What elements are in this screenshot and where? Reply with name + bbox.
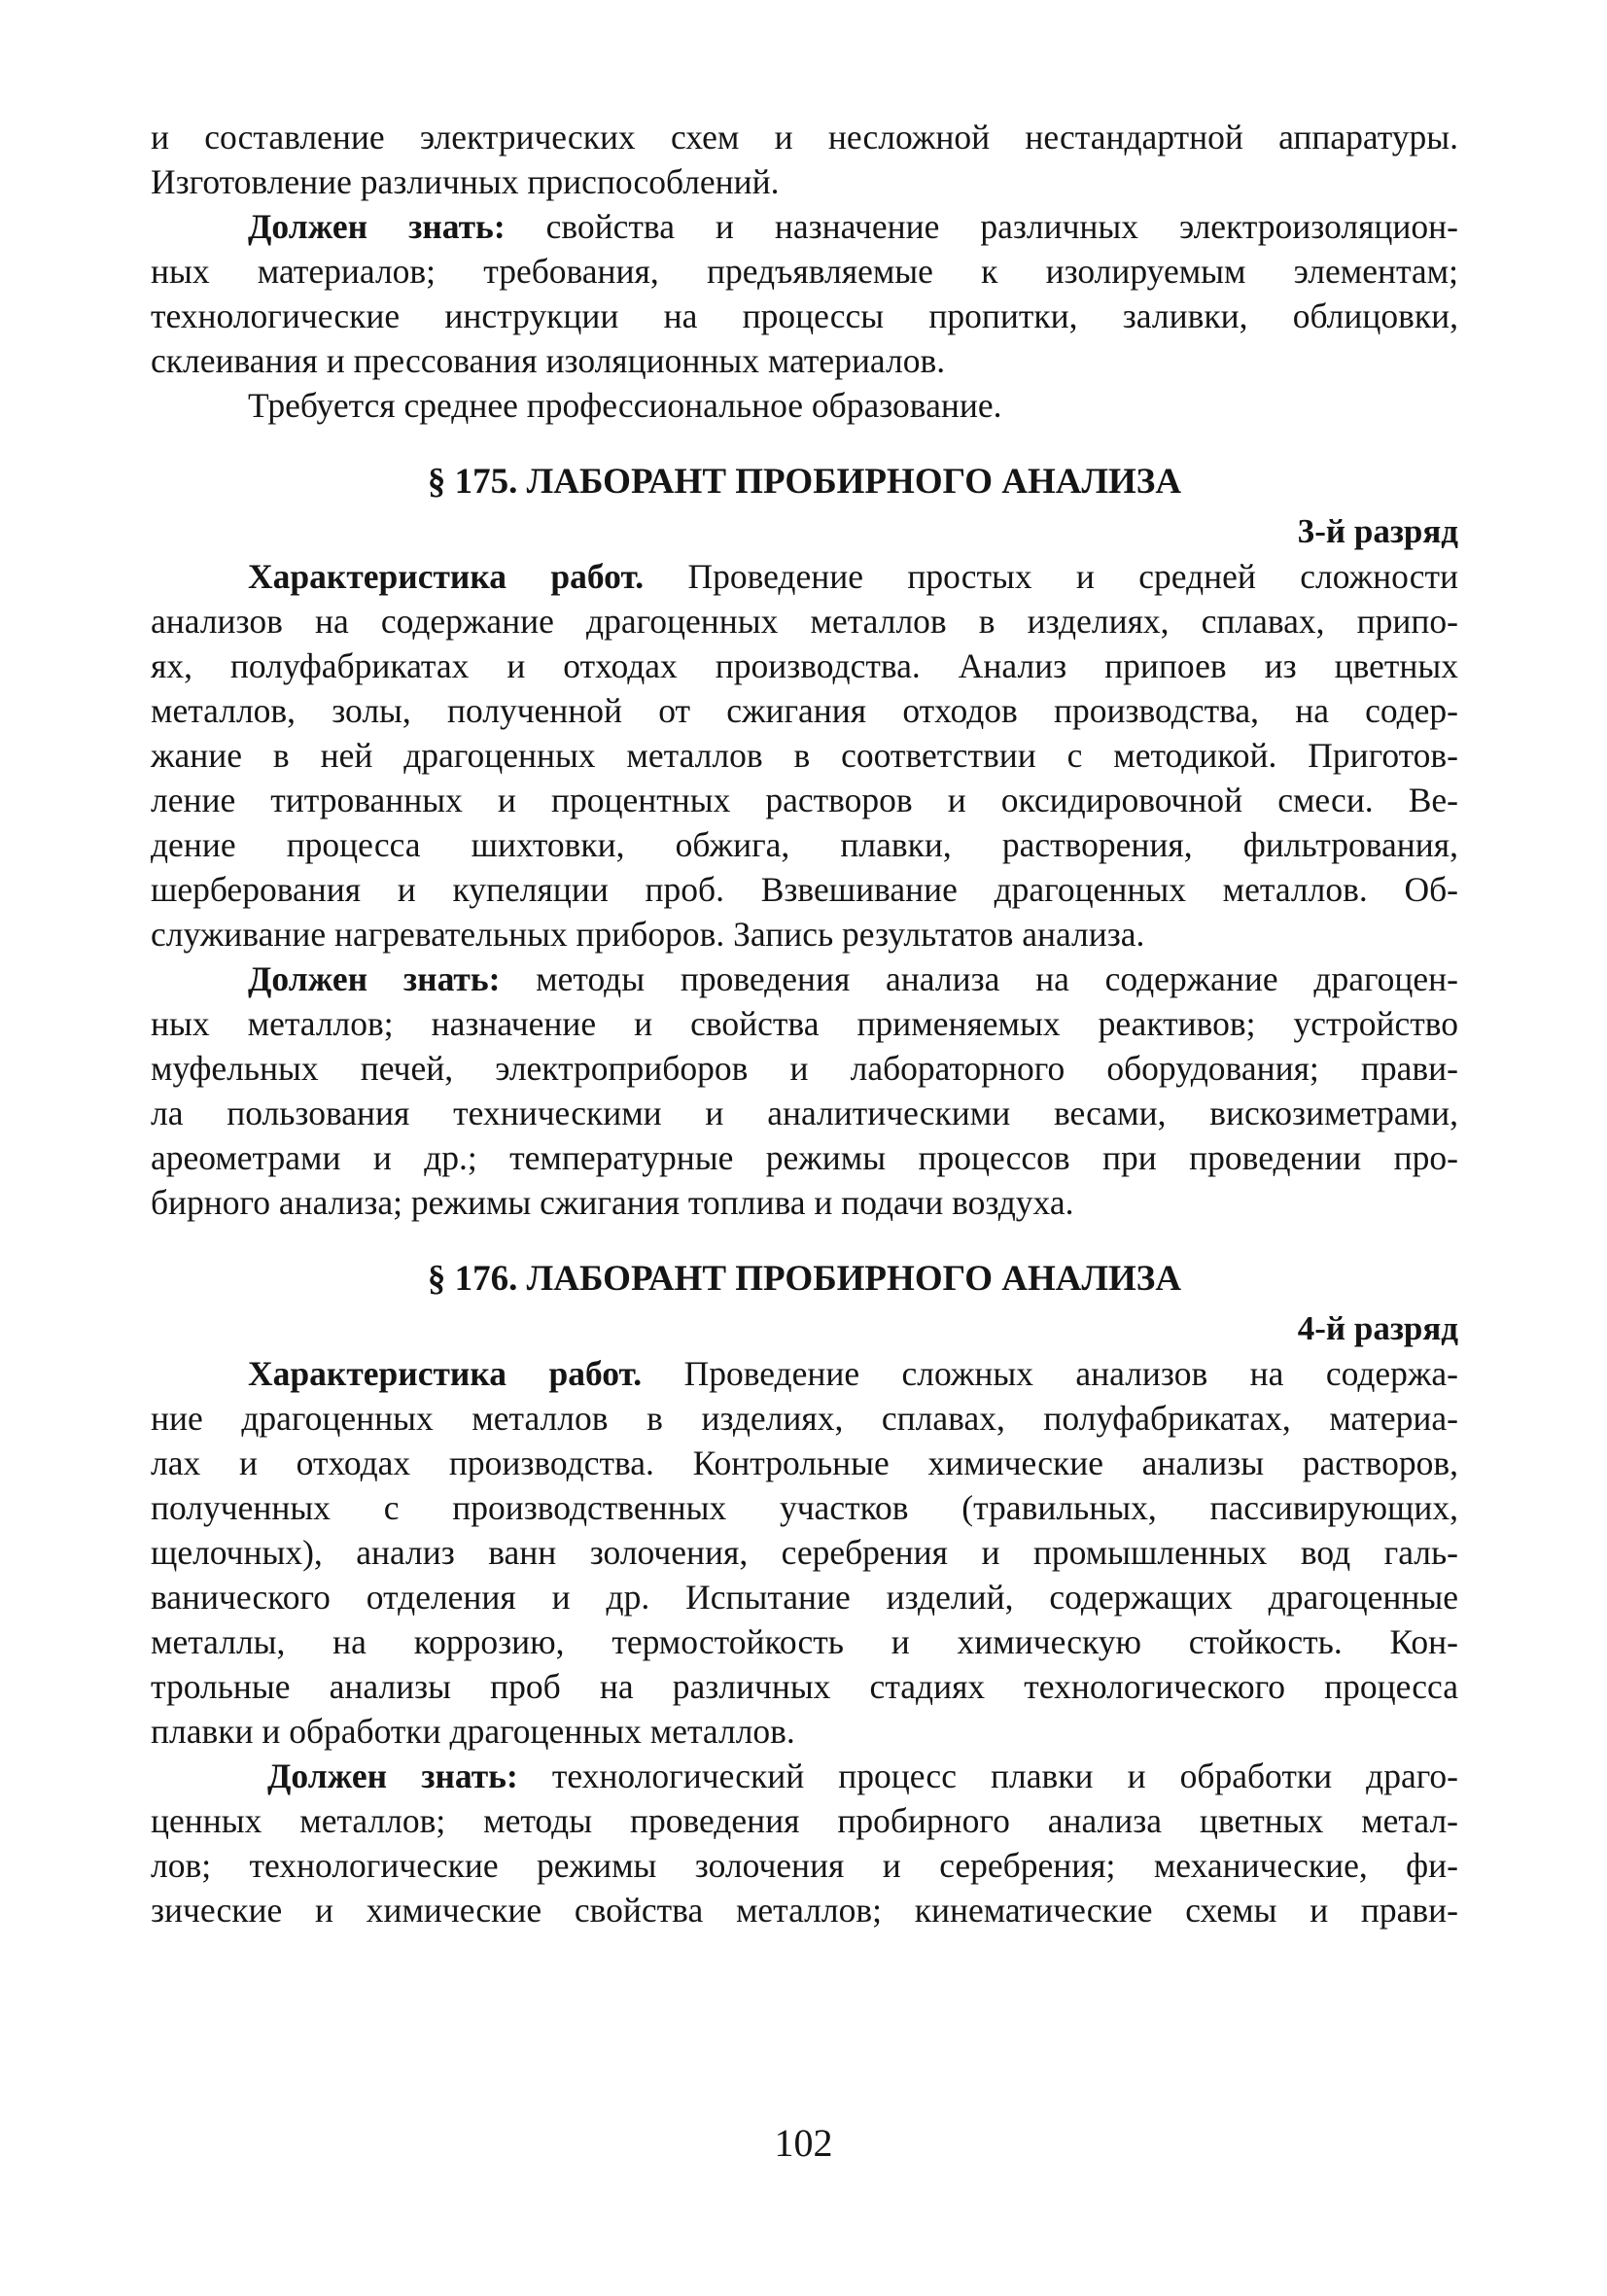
body-line: лов; технологические режимы золочения и серебрения; механические, фи- [151, 1846, 1458, 1885]
body-line: ях, полуфабрикатах и отходах производства. Анализ припоев из цветных [151, 646, 1458, 685]
body-line: жание в ней драгоценных металлов в соответствии с методикой. Приготов- [151, 736, 1458, 775]
body-line: склеивания и прессования изоляционных материалов. [151, 341, 946, 380]
body-text: Проведение сложных анализов на содержа- [642, 1354, 1458, 1393]
body-text: Проведение простых и средней сложности [644, 557, 1458, 596]
body-line: полученных с производственных участков (травильных, пассивирующих, [151, 1488, 1458, 1527]
body-line: бирного анализа; режимы сжигания топлива и подачи воздуха. [151, 1183, 1074, 1222]
body-line: муфельных печей, электроприборов и лабораторного оборудования; прави- [151, 1049, 1458, 1088]
body-line: анализов на содержание драгоценных металлов в изделиях, сплавах, припо- [151, 602, 1458, 641]
section-heading: § 176. ЛАБОРАНТ ПРОБИРНОГО АНАЛИЗА [427, 1259, 1182, 1299]
paragraph-must-know [151, 957, 1458, 1001]
section-heading: § 175. ЛАБОРАНТ ПРОБИРНОГО АНАЛИЗА [427, 462, 1182, 502]
must-know-label: Должен знать: [248, 959, 501, 998]
body-line: ценных металлов; методы проведения пробирного анализа цветных метал- [151, 1801, 1458, 1840]
body-line: плавки и обработки драгоценных металлов. [151, 1712, 795, 1751]
page-body [151, 115, 1458, 1932]
body-line: ареометрами и др.; температурные режимы процессов при проведении про- [151, 1138, 1458, 1177]
body-line: щелочных), анализ ванн золочения, серебрения и промышленных вод галь- [151, 1533, 1458, 1572]
page-number: 102 [774, 2121, 833, 2165]
grade-label: 3-й разряд [1297, 512, 1458, 550]
body-line: ванического отделения и др. Испытание изделий, содержащих драгоценные [151, 1578, 1458, 1617]
body-line: Изготовление различных приспособлений. [151, 162, 780, 201]
body-line: ление титрованных и процентных растворов и оксидировочной смеси. Ве- [151, 781, 1458, 819]
work-label: Характеристика работ. [248, 1354, 643, 1393]
body-line: металлов, золы, полученной от сжигания отходов производства, на содер- [151, 691, 1458, 730]
body-text: методы проведения анализа на содержание драгоцен- [500, 959, 1458, 998]
education-requirement: Требуется среднее профессиональное образование. [248, 386, 1002, 425]
body-line: ла пользования техническими и аналитическими весами, вискозиметрами, [151, 1094, 1458, 1132]
body-line: дение процесса шихтовки, обжига, плавки, растворения, фильтрования, [151, 825, 1458, 864]
paragraph-work [151, 554, 1458, 599]
work-label: Характеристика работ. [248, 557, 645, 596]
body-line: ных материалов; требования, предъявляемые к изолируемым элементам; [151, 252, 1458, 291]
grade-label: 4-й разряд [1297, 1309, 1458, 1347]
paragraph-work [151, 1351, 1458, 1396]
body-line: трольные анализы проб на различных стадиях технологического процесса [151, 1667, 1458, 1706]
body-line: шерберования и купеляции проб. Взвешивание драгоценных металлов. Об- [151, 870, 1458, 909]
must-know-label: Должен знать: [267, 1757, 518, 1795]
body-line: технологические инструкции на процессы пропитки, заливки, облицовки, [151, 296, 1458, 335]
paragraph-must-know [151, 204, 1458, 249]
body-text: технологический процесс плавки и обработки драго- [517, 1757, 1458, 1795]
paragraph-must-know [151, 1754, 1458, 1798]
body-line: металлы, на коррозию, термостойкость и химическую стойкость. Кон- [151, 1622, 1458, 1661]
body-line: ных металлов; назначение и свойства применяемых реактивов; устройство [151, 1004, 1458, 1043]
body-line: служивание нагревательных приборов. Запись результатов анализа. [151, 915, 1145, 954]
must-know-label: Должен знать: [248, 207, 506, 246]
body-text: свойства и назначение различных электроизоляцион- [505, 207, 1458, 246]
body-line: лах и отходах производства. Контрольные химические анализы растворов, [151, 1444, 1458, 1482]
body-line: ние драгоценных металлов в изделиях, сплавах, полуфабрикатах, материа- [151, 1399, 1458, 1438]
body-line: и составление электрических схем и несложной нестандартной аппаратуры. [151, 118, 1458, 157]
body-line: зические и химические свойства металлов; кинематические схемы и прави- [151, 1891, 1458, 1930]
